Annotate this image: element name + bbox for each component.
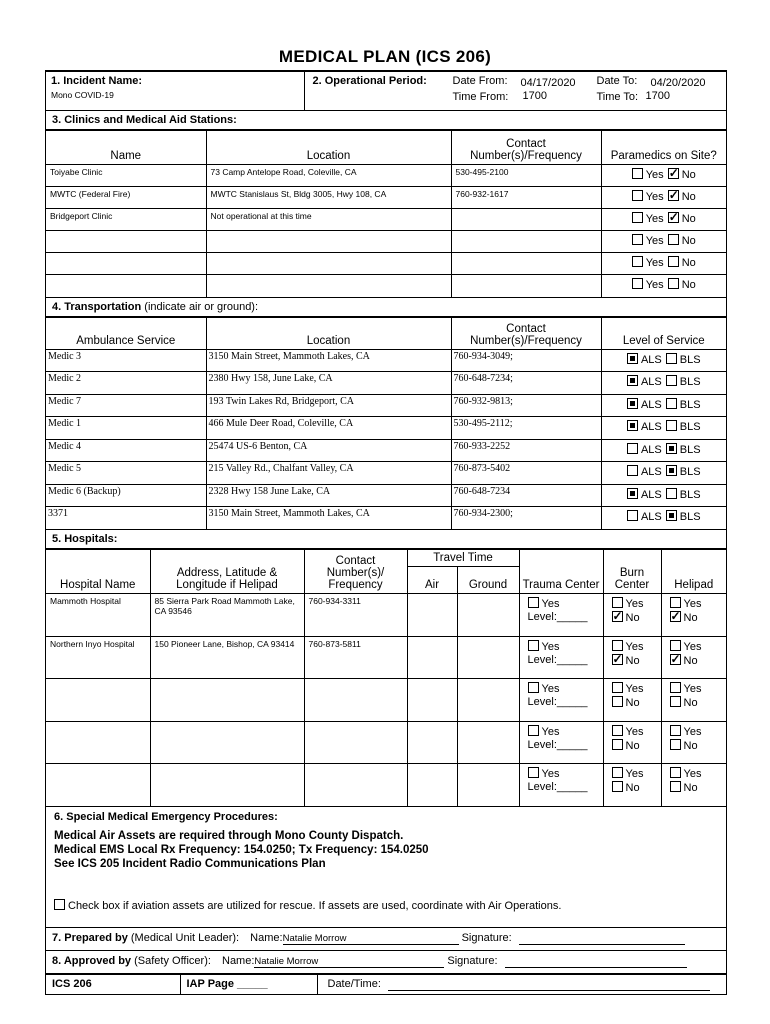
trauma-center: [519, 721, 603, 764]
helipad-no-checkbox[interactable]: [670, 654, 681, 665]
bls-label: BLS: [679, 443, 701, 456]
hospital-address[interactable]: [150, 721, 304, 764]
level-of-service-header: Level of Service: [601, 317, 726, 349]
form-footer: [46, 974, 726, 994]
bls-label: BLS: [679, 421, 701, 433]
ambulance-row: [46, 462, 726, 485]
trauma-center: [519, 594, 603, 637]
yes-label: Yes: [625, 640, 644, 653]
paramedics-no-checkbox[interactable]: [668, 278, 679, 289]
helipad-yes-checkbox[interactable]: [670, 767, 681, 778]
transportation-table: [46, 317, 726, 530]
transportation-section: [46, 298, 726, 531]
paramedics-yes-checkbox[interactable]: [632, 256, 643, 267]
ambulance-location[interactable]: 25474 US-6 Benton, CA: [206, 439, 451, 462]
ambulance-row: [46, 439, 726, 462]
bls-label: BLS: [679, 353, 701, 366]
als-checkbox[interactable]: [627, 488, 638, 499]
hospital-address[interactable]: 85 Sierra Park Road Mammoth Lake, CA 93546: [150, 594, 304, 637]
ambulance-service[interactable]: Medic 4: [46, 439, 206, 462]
datetime-row: [317, 975, 726, 995]
hospital-name[interactable]: [46, 764, 150, 807]
trauma-center-header: Trauma Center: [519, 550, 603, 594]
paramedics-yes-checkbox[interactable]: [632, 278, 643, 289]
trauma-center: [519, 679, 603, 722]
procedures-line-3: See ICS 205 Incident Radio Communications Plan: [54, 858, 326, 870]
paramedics-on-site: [601, 165, 726, 187]
time-to-label: Time To:: [596, 91, 639, 103]
bls-label: BLS: [679, 398, 701, 411]
burn-no-checkbox[interactable]: [612, 654, 623, 665]
paramedics-on-site: [601, 275, 726, 297]
yes-label: Yes: [645, 279, 664, 291]
clinic-contact[interactable]: 760-932-1617: [451, 187, 601, 209]
yes-label: Yes: [683, 725, 702, 738]
als-label: ALS: [640, 443, 662, 456]
procedures-line-2: Medical EMS Local Rx Frequency: 154.0250; Tx Frequency: 154.0250: [54, 844, 429, 856]
no-label: No: [681, 257, 696, 269]
ambulance-row: [46, 372, 726, 395]
hospital-row: [46, 721, 726, 764]
hospital-name[interactable]: Northern Inyo Hospital: [46, 636, 150, 679]
yes-label: Yes: [683, 683, 702, 695]
clinic-row: [46, 209, 726, 231]
travel-air[interactable]: [407, 594, 457, 637]
operational-period-label: 2. Operational Period:: [312, 75, 427, 87]
incident-name-label: 1. Incident Name:: [51, 75, 143, 87]
ambulance-location[interactable]: 3150 Main Street, Mammoth Lakes, CA: [206, 349, 451, 372]
time-to-value[interactable]: 1700: [645, 90, 670, 102]
approved-by-label: 8. Approved by: [52, 955, 132, 967]
date-from-value[interactable]: 04/17/2020: [520, 77, 576, 89]
paramedics-yes-checkbox[interactable]: [632, 234, 643, 245]
ambulance-service[interactable]: Medic 1: [46, 417, 206, 440]
als-checkbox[interactable]: [627, 510, 638, 521]
header-section: [46, 71, 726, 111]
yes-label: Yes: [645, 235, 664, 247]
aviation-assets-text: Check box if aviation assets are utilized for rescue. If assets are used, coordinate with Air Operations.: [68, 900, 562, 912]
yes-label: Yes: [541, 725, 560, 738]
approved-by-section: 8. Approved by (Safety Officer): Name:Natalie Morrow Signature:: [46, 951, 726, 974]
prepared-signature-field[interactable]: [519, 932, 685, 945]
yes-label: Yes: [541, 598, 560, 610]
als-checkbox[interactable]: [627, 420, 638, 431]
ambulance-location[interactable]: 2380 Hwy 158, June Lake, CA: [206, 372, 451, 395]
clinic-row: [46, 275, 726, 297]
ambulance-contact-header: Contact Number(s)/Frequency: [451, 317, 601, 349]
hospital-contact[interactable]: [304, 679, 407, 722]
travel-air[interactable]: [407, 721, 457, 764]
clinics-paramedics-header: Paramedics on Site?: [601, 131, 726, 165]
burn-yes-checkbox[interactable]: [612, 597, 623, 608]
paramedics-on-site: [601, 231, 726, 253]
ambulance-row: [46, 507, 726, 530]
ambulance-location[interactable]: 2328 Hwy 158 June Lake, CA: [206, 484, 451, 507]
helipad-options: [661, 764, 726, 807]
hospital-contact[interactable]: [304, 721, 407, 764]
trauma-yes-checkbox[interactable]: [528, 640, 539, 651]
level-of-service: [601, 394, 726, 417]
datetime-field[interactable]: [388, 978, 710, 991]
bls-label: BLS: [679, 466, 701, 478]
als-checkbox[interactable]: [627, 443, 638, 454]
no-label: No: [683, 654, 698, 667]
no-label: No: [681, 191, 696, 203]
burn-yes-checkbox[interactable]: [612, 640, 623, 651]
clinic-name[interactable]: MWTC (Federal Fire): [46, 187, 206, 209]
aviation-assets-row: [54, 899, 718, 912]
clinic-name[interactable]: Toiyabe Clinic: [46, 165, 206, 187]
clinic-location[interactable]: [206, 275, 451, 297]
hospital-address[interactable]: [150, 764, 304, 807]
yes-label: Yes: [541, 768, 560, 780]
travel-ground[interactable]: [457, 679, 519, 722]
burn-options: [603, 594, 661, 637]
trauma-center: [519, 636, 603, 679]
yes-label: Yes: [625, 768, 644, 780]
clinic-contact[interactable]: [451, 231, 601, 253]
als-label: ALS: [640, 466, 662, 478]
hospital-name[interactable]: [46, 721, 150, 764]
paramedics-no-checkbox[interactable]: [668, 168, 679, 179]
hospital-row: [46, 679, 726, 722]
paramedics-no-checkbox[interactable]: [668, 234, 679, 245]
ambulance-contact[interactable]: 760-648-7234: [451, 484, 601, 507]
ambulance-location[interactable]: 3150 Main Street, Mammoth Lakes, CA: [206, 507, 451, 530]
helipad-no-checkbox[interactable]: [670, 781, 681, 792]
hospital-contact[interactable]: 760-934-3311: [304, 594, 407, 637]
paramedics-on-site: [601, 253, 726, 275]
hospitals-heading: 5. Hospitals:: [46, 530, 726, 549]
no-label: No: [625, 782, 640, 794]
trauma-level-field[interactable]: Level:_____: [527, 611, 588, 623]
clinic-contact[interactable]: [451, 275, 601, 297]
ambulance-service-header: Ambulance Service: [46, 317, 206, 349]
prepared-name-field[interactable]: Natalie Morrow: [283, 933, 459, 945]
helipad-yes-checkbox[interactable]: [670, 640, 681, 651]
iap-page-field[interactable]: IAP Page _____: [180, 975, 317, 995]
prepared-by-label: 7. Prepared by: [52, 932, 128, 944]
clinic-name[interactable]: [46, 275, 206, 297]
ics206-form: [45, 70, 727, 995]
clinic-name[interactable]: [46, 253, 206, 275]
bls-checkbox[interactable]: [666, 375, 677, 386]
hospital-contact[interactable]: [304, 764, 407, 807]
hospital-contact-header: Contact Number(s)/ Frequency: [304, 550, 407, 594]
yes-label: Yes: [683, 768, 702, 780]
clinic-contact[interactable]: 530-495-2100: [451, 165, 601, 187]
hospital-row: [46, 764, 726, 807]
level-of-service: [601, 372, 726, 395]
no-label: No: [681, 279, 696, 291]
aviation-assets-checkbox[interactable]: [54, 899, 65, 910]
clinic-row: [46, 253, 726, 275]
bls-checkbox[interactable]: [666, 443, 677, 454]
bls-checkbox[interactable]: [666, 465, 677, 476]
date-to-label: Date To:: [596, 75, 638, 87]
ambulance-contact[interactable]: 530-495-2112;: [451, 417, 601, 440]
trauma-yes-checkbox[interactable]: [528, 682, 539, 693]
burn-center-header: Burn Center: [603, 550, 661, 594]
yes-label: Yes: [541, 640, 560, 653]
trauma-yes-checkbox[interactable]: [528, 597, 539, 608]
no-label: No: [681, 213, 696, 225]
helipad-yes-checkbox[interactable]: [670, 725, 681, 736]
paramedics-yes-checkbox[interactable]: [632, 212, 643, 223]
clinics-name-header: Name: [46, 131, 206, 165]
clinics-location-header: Location: [206, 131, 451, 165]
helipad-options: [661, 594, 726, 637]
travel-ground-header: Ground: [457, 567, 519, 594]
travel-air[interactable]: [407, 764, 457, 807]
yes-label: Yes: [683, 640, 702, 653]
prepared-signature-label: Signature:: [461, 932, 512, 944]
hospitals-section: [46, 530, 726, 807]
no-label: No: [625, 739, 640, 752]
trauma-center: [519, 764, 603, 807]
bls-label: BLS: [679, 376, 701, 388]
no-label: No: [683, 612, 698, 624]
paramedics-no-checkbox[interactable]: [668, 256, 679, 267]
als-label: ALS: [640, 353, 662, 366]
prepared-by-section: 7. Prepared by (Medical Unit Leader): Name:Natalie Morrow Signature:: [46, 928, 726, 951]
yes-label: Yes: [645, 169, 664, 181]
helipad-options: [661, 721, 726, 764]
clinics-heading: 3. Clinics and Medical Aid Stations:: [46, 111, 726, 130]
form-id: ICS 206: [46, 975, 180, 995]
clinic-row: [46, 187, 726, 209]
hospitals-table: [46, 549, 726, 806]
level-of-service: [601, 349, 726, 372]
helipad-header: Helipad: [661, 550, 726, 594]
paramedics-on-site: [601, 209, 726, 231]
burn-yes-checkbox[interactable]: [612, 767, 623, 778]
bls-checkbox[interactable]: [666, 510, 677, 521]
als-label: ALS: [640, 488, 662, 501]
travel-ground[interactable]: [457, 721, 519, 764]
clinic-location[interactable]: [206, 253, 451, 275]
no-label: No: [625, 697, 640, 709]
trauma-yes-checkbox[interactable]: [528, 767, 539, 778]
clinic-row: [46, 231, 726, 253]
ambulance-service[interactable]: Medic 5: [46, 462, 206, 485]
bls-checkbox[interactable]: [666, 353, 677, 364]
trauma-yes-checkbox[interactable]: [528, 725, 539, 736]
travel-air[interactable]: [407, 679, 457, 722]
clinic-contact[interactable]: [451, 253, 601, 275]
bls-checkbox[interactable]: [666, 420, 677, 431]
level-of-service: [601, 439, 726, 462]
hospital-address[interactable]: [150, 679, 304, 722]
hospital-address[interactable]: 150 Pioneer Lane, Bishop, CA 93414: [150, 636, 304, 679]
als-label: ALS: [640, 376, 662, 388]
ambulance-service[interactable]: Medic 6 (Backup): [46, 484, 206, 507]
hospital-row: [46, 636, 726, 679]
burn-yes-checkbox[interactable]: [612, 682, 623, 693]
trauma-level-field[interactable]: Level:_____: [527, 738, 588, 751]
als-label: ALS: [640, 398, 662, 411]
ambulance-location-header: Location: [206, 317, 451, 349]
travel-time-header: Travel Time: [407, 550, 519, 567]
yes-label: Yes: [541, 683, 560, 695]
transportation-heading: 4. Transportation (indicate air or ground):: [46, 298, 726, 317]
travel-ground[interactable]: [457, 636, 519, 679]
clinic-name[interactable]: [46, 231, 206, 253]
ambulance-row: [46, 349, 726, 372]
travel-air-header: Air: [407, 567, 457, 594]
burn-no-checkbox[interactable]: [612, 781, 623, 792]
ambulance-contact[interactable]: 760-934-2300;: [451, 507, 601, 530]
helipad-options: [661, 679, 726, 722]
ambulance-service[interactable]: Medic 7: [46, 394, 206, 417]
approved-name-label: Name:: [222, 955, 255, 967]
burn-yes-checkbox[interactable]: [612, 725, 623, 736]
no-label: No: [681, 235, 696, 247]
burn-no-checkbox[interactable]: [612, 696, 623, 707]
als-checkbox[interactable]: [627, 398, 638, 409]
level-of-service: [601, 484, 726, 507]
ambulance-contact[interactable]: 760-873-5402: [451, 462, 601, 485]
yes-label: Yes: [625, 598, 644, 610]
burn-no-checkbox[interactable]: [612, 739, 623, 750]
ambulance-location[interactable]: 466 Mule Deer Road, Coleville, CA: [206, 417, 451, 440]
approved-signature-label: Signature:: [447, 955, 498, 967]
time-from-value[interactable]: 1700: [522, 90, 547, 102]
no-label: No: [683, 739, 698, 752]
als-checkbox[interactable]: [627, 465, 638, 476]
ambulance-service[interactable]: Medic 3: [46, 349, 206, 372]
als-checkbox[interactable]: [627, 353, 638, 364]
hospital-name[interactable]: Mammoth Hospital: [46, 594, 150, 637]
datetime-label: Date/Time:: [327, 978, 381, 990]
travel-air[interactable]: [407, 636, 457, 679]
date-from-label: Date From:: [452, 75, 508, 87]
helipad-yes-checkbox[interactable]: [670, 682, 681, 693]
no-label: No: [683, 782, 698, 794]
ambulance-service[interactable]: 3371: [46, 507, 206, 530]
burn-options: [603, 764, 661, 807]
hospital-address-header: Address, Latitude & Longitude if Helipad: [150, 550, 304, 594]
clinic-location[interactable]: [206, 231, 451, 253]
level-of-service: [601, 507, 726, 530]
form-title: MEDICAL PLAN (ICS 206): [278, 47, 492, 66]
travel-ground[interactable]: [457, 764, 519, 807]
time-from-label: Time From:: [452, 91, 509, 103]
special-procedures-section: [46, 807, 726, 928]
no-label: No: [683, 697, 698, 709]
date-to-value[interactable]: 04/20/2020: [650, 77, 706, 89]
travel-ground[interactable]: [457, 594, 519, 637]
bls-label: BLS: [679, 488, 701, 501]
clinic-contact[interactable]: [451, 209, 601, 231]
trauma-level-field[interactable]: Level:_____: [527, 781, 588, 793]
ambulance-row: [46, 394, 726, 417]
als-label: ALS: [640, 421, 662, 433]
als-checkbox[interactable]: [627, 375, 638, 386]
level-of-service: [601, 462, 726, 485]
clinic-row: [46, 165, 726, 187]
approved-signature-field[interactable]: [505, 955, 687, 968]
hospital-contact[interactable]: 760-873-5811: [304, 636, 407, 679]
burn-no-checkbox[interactable]: [612, 611, 623, 622]
ambulance-row: [46, 417, 726, 440]
yes-label: Yes: [625, 683, 644, 695]
bls-checkbox[interactable]: [666, 398, 677, 409]
ambulance-location[interactable]: 193 Twin Lakes Rd, Bridgeport, CA: [206, 394, 451, 417]
ambulance-location[interactable]: 215 Valley Rd., Chalfant Valley, CA: [206, 462, 451, 485]
clinics-table: [46, 130, 726, 297]
paramedics-yes-checkbox[interactable]: [632, 168, 643, 179]
clinics-contact-header: Contact Number(s)/Frequency: [451, 131, 601, 165]
no-label: No: [625, 654, 640, 667]
procedures-line-1: Medical Air Assets are required through Mono County Dispatch.: [54, 830, 404, 842]
approved-name-field[interactable]: Natalie Morrow: [254, 956, 444, 968]
trauma-level-field[interactable]: Level:_____: [527, 696, 588, 708]
yes-label: Yes: [683, 598, 702, 610]
bls-checkbox[interactable]: [666, 488, 677, 499]
ambulance-contact[interactable]: 760-648-7234;: [451, 372, 601, 395]
paramedics-no-checkbox[interactable]: [668, 190, 679, 201]
helipad-no-checkbox[interactable]: [670, 739, 681, 750]
no-label: No: [625, 612, 640, 624]
ambulance-contact[interactable]: 760-933-2252: [451, 439, 601, 462]
als-label: ALS: [640, 511, 662, 523]
helipad-no-checkbox[interactable]: [670, 696, 681, 707]
hospital-name[interactable]: [46, 679, 150, 722]
hospital-row: [46, 594, 726, 637]
clinics-section: [46, 111, 726, 298]
paramedics-on-site: [601, 187, 726, 209]
helipad-options: [661, 636, 726, 679]
hospital-name-header: Hospital Name: [46, 550, 150, 594]
ambulance-row: [46, 484, 726, 507]
yes-label: Yes: [625, 725, 644, 738]
yes-label: Yes: [645, 257, 664, 269]
helipad-no-checkbox[interactable]: [670, 611, 681, 622]
clinic-location[interactable]: Not operational at this time: [206, 209, 451, 231]
burn-options: [603, 721, 661, 764]
yes-label: Yes: [645, 191, 664, 203]
ambulance-service[interactable]: Medic 2: [46, 372, 206, 395]
clinic-location[interactable]: MWTC Stanislaus St, Bldg 3005, Hwy 108, CA: [206, 187, 451, 209]
burn-options: [603, 679, 661, 722]
clinic-location[interactable]: 73 Camp Antelope Road, Coleville, CA: [206, 165, 451, 187]
special-procedures-heading: 6. Special Medical Emergency Procedures:: [54, 811, 278, 823]
ambulance-contact[interactable]: 760-932-9813;: [451, 394, 601, 417]
prepared-name-label: Name:: [250, 932, 283, 944]
burn-options: [603, 636, 661, 679]
trauma-level-field[interactable]: Level:_____: [527, 653, 588, 666]
no-label: No: [681, 169, 696, 181]
ambulance-contact[interactable]: 760-934-3049;: [451, 349, 601, 372]
yes-label: Yes: [645, 213, 664, 225]
paramedics-no-checkbox[interactable]: [668, 212, 679, 223]
level-of-service: [601, 417, 726, 440]
clinic-name[interactable]: Bridgeport Clinic: [46, 209, 206, 231]
bls-label: BLS: [679, 511, 701, 523]
incident-name-value[interactable]: Mono COVID-19: [51, 90, 114, 100]
helipad-yes-checkbox[interactable]: [670, 597, 681, 608]
paramedics-yes-checkbox[interactable]: [632, 190, 643, 201]
